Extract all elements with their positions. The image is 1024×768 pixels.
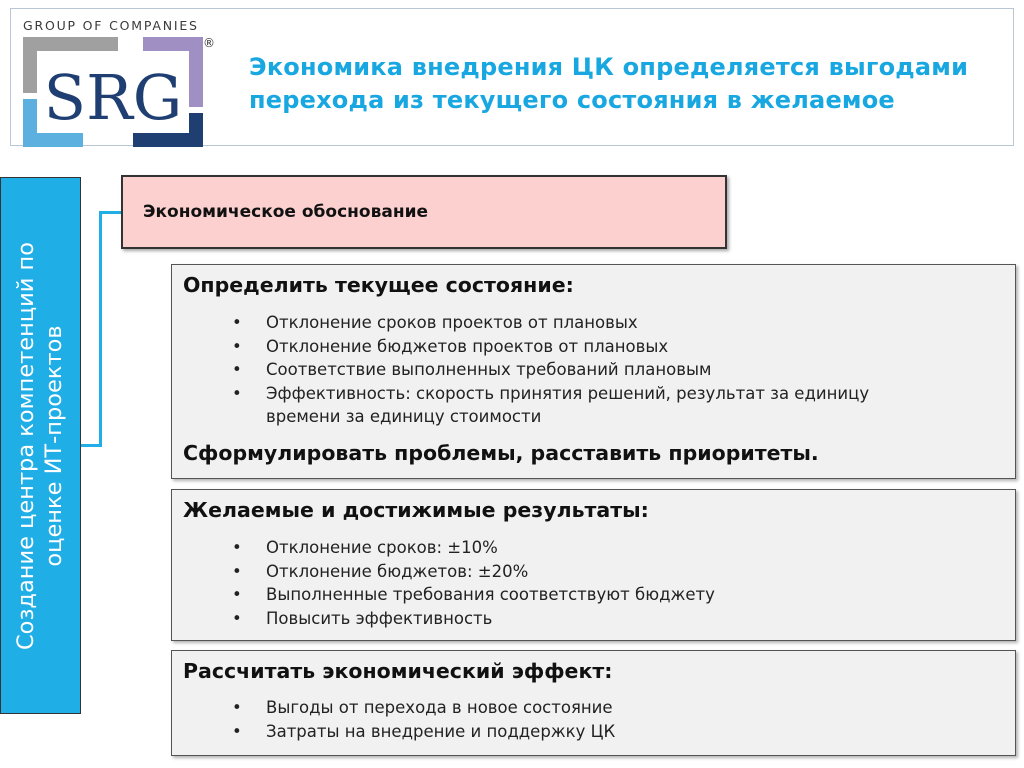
sidebar-text-line-1: Создание центра компетенций по [13, 241, 39, 651]
list-item: • Соответствие выполненных требований плановым [232, 360, 712, 379]
sidebar-text-line-2: оценке ИТ-проектов [41, 325, 67, 567]
desired-results-title: Желаемые и достижимые результаты: [183, 498, 649, 522]
srg-logo [23, 37, 213, 147]
connector-top [99, 211, 121, 214]
current-state-box [171, 264, 1016, 479]
list-item: • Отклонение сроков: ±10% [232, 538, 498, 557]
list-item-continuation: времени за единицу стоимости [266, 407, 542, 426]
title-line-2: перехода из текущего состояния в желаемое [249, 86, 895, 114]
economic-effect-list [232, 696, 616, 743]
list-item: • Отклонение бюджетов: ±20% [232, 561, 529, 581]
current-state-list [232, 311, 870, 429]
list-item: • Эффективность: скорость принятия решений, результат за единицу [232, 383, 870, 403]
logo-caption: GROUP OF COMPANIES [23, 18, 199, 33]
economic-effect-title: Рассчитать экономический эффект: [183, 659, 613, 683]
current-state-title: Определить текущее состояние: [183, 273, 574, 297]
sidebar-text [12, 191, 68, 701]
title-line-1: Экономика внедрения ЦК определяется выгодами [249, 53, 969, 81]
page-title [249, 51, 1009, 117]
logo-text: SRG [43, 61, 183, 134]
list-item: • Повысить эффективность [232, 608, 493, 628]
list-item: • Затраты на внедрение и поддержку ЦК [232, 721, 616, 741]
desired-results-box [171, 489, 1016, 641]
current-state-footer: Сформулировать проблемы, расставить приоритеты. [183, 441, 819, 465]
registered-mark: ® [203, 36, 215, 50]
connector-middle [81, 444, 102, 447]
list-item: • Выгоды от перехода в новое состояние [232, 698, 613, 717]
header-panel [10, 8, 1014, 146]
list-item: • Отклонение бюджетов проектов от плановых [232, 336, 669, 356]
economic-justification-title: Экономическое обоснование [143, 202, 429, 222]
list-item: • Отклонение сроков проектов от плановых [232, 313, 638, 332]
connector-vertical [99, 211, 102, 447]
economic-justification-box [121, 175, 727, 249]
economic-effect-box [171, 650, 1016, 756]
list-item: • Выполненные требования соответствуют бюджету [232, 585, 715, 604]
desired-results-list [232, 536, 715, 630]
